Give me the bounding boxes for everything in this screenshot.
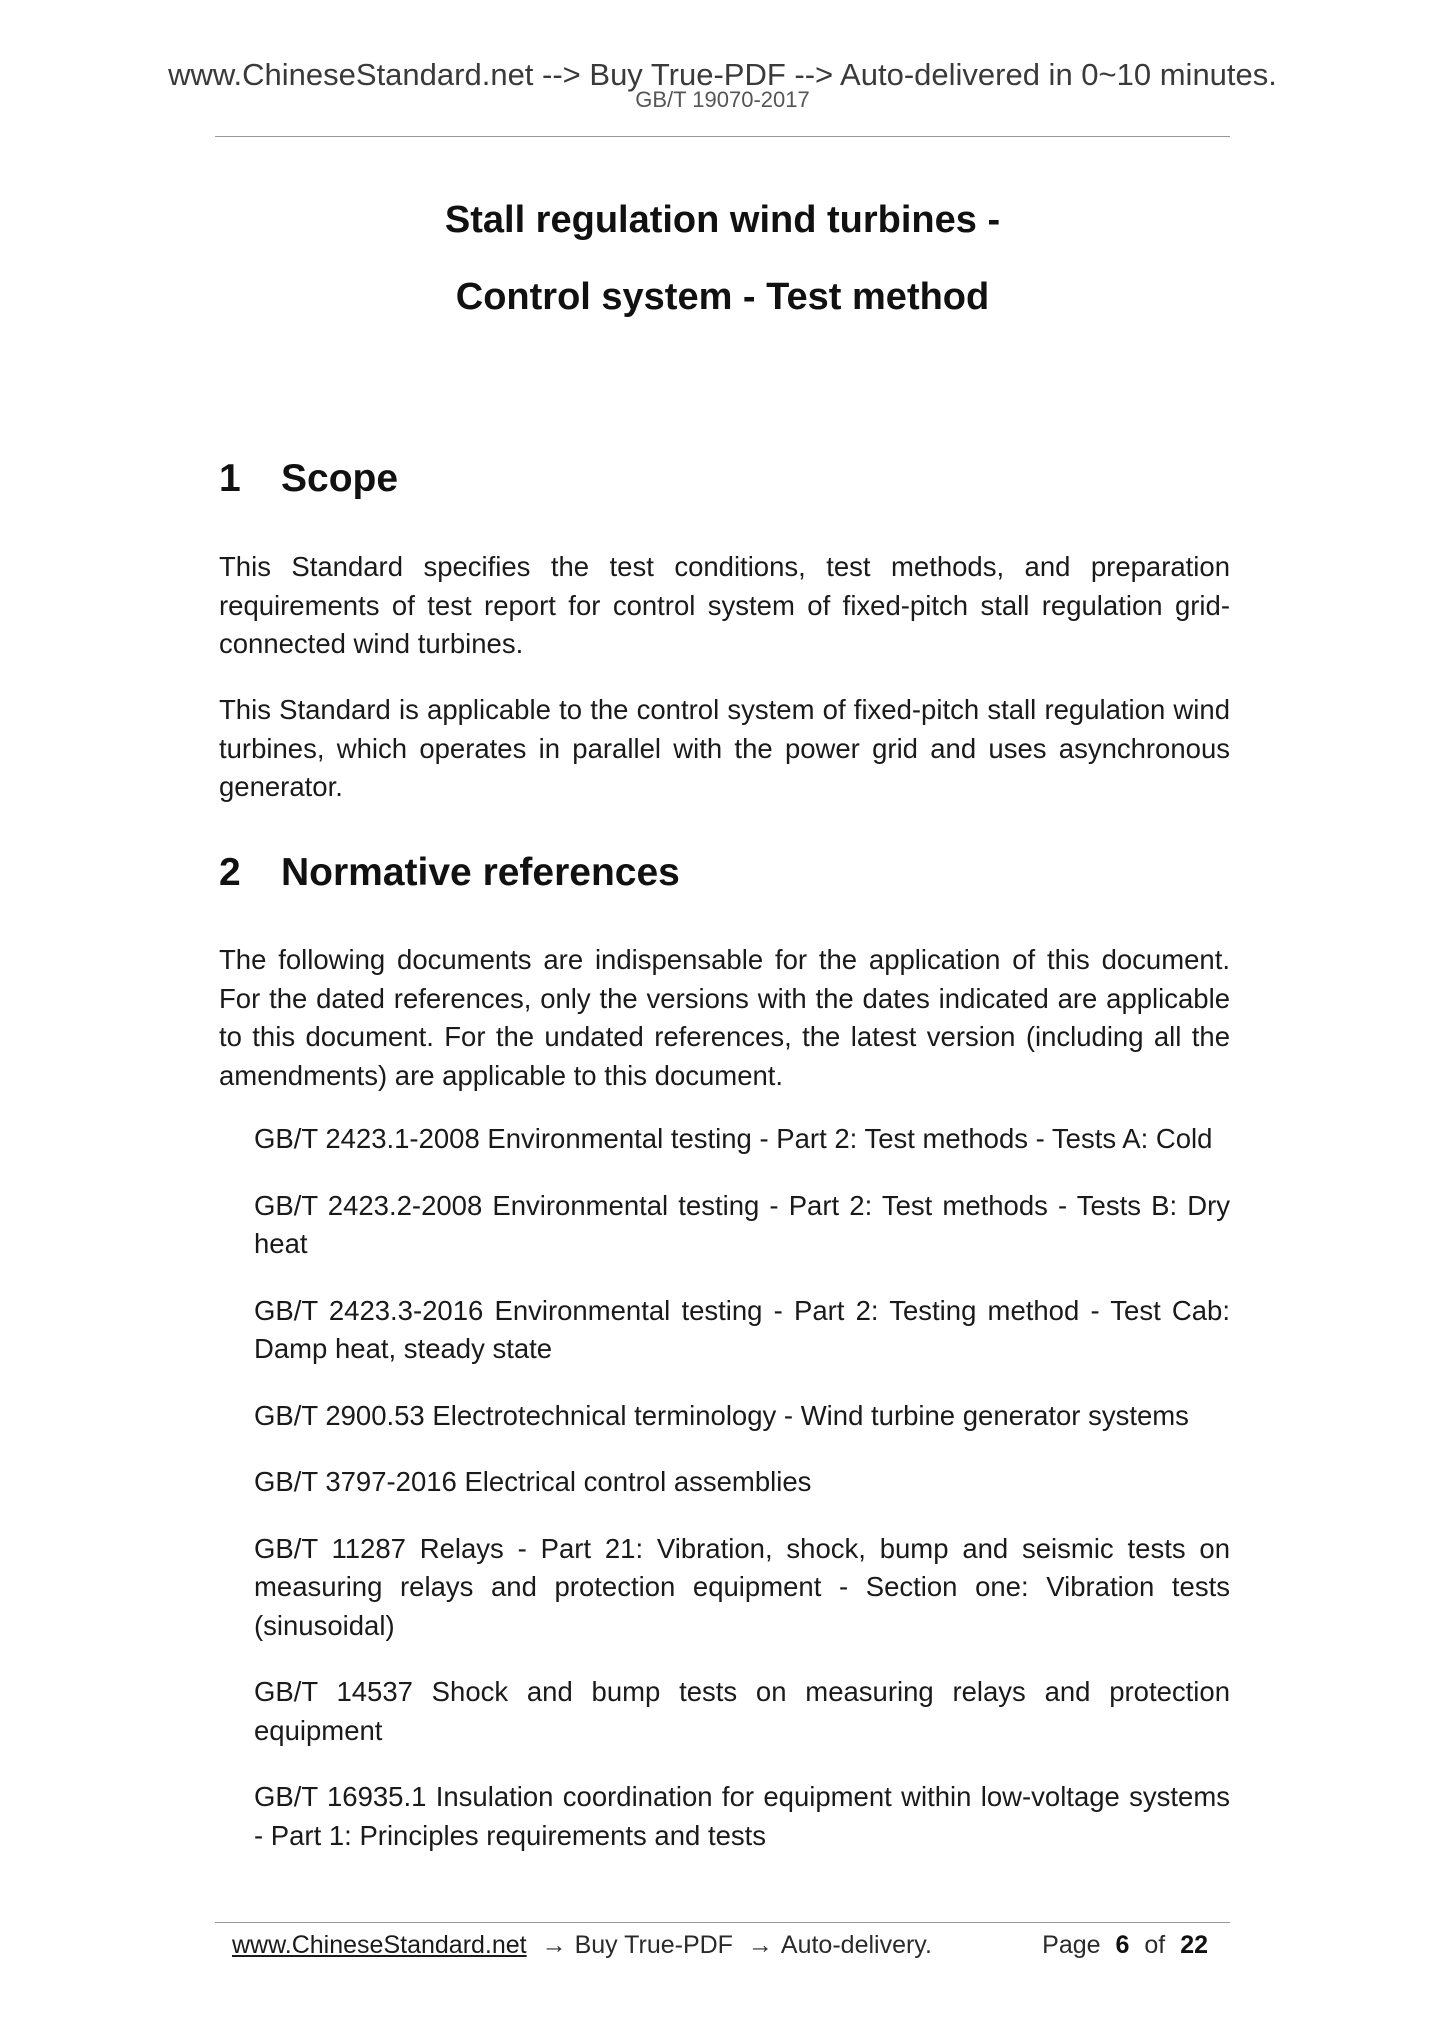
reference-item: GB/T 2423.3-2016 Environmental testing - Part 2: Testing method - Test Cab: Damp heat, steady state (254, 1294, 1230, 1364)
document-id: GB/T 19070-2017 (635, 87, 810, 112)
footer-delivery-text: Auto-delivery. (780, 1931, 932, 1959)
reference-item: GB/T 11287 Relays - Part 21: Vibration, shock, bump and seismic tests on measuring relays and protection equipment - Section one: Vibration tests (sinusoidal) (254, 1532, 1230, 1641)
section-1-heading (219, 457, 398, 501)
arrow-right-icon: → (541, 1931, 567, 1959)
reference-item: GB/T 2423.2-2008 Environmental testing - Part 2: Test methods - Tests B: Dry heat (254, 1189, 1230, 1259)
footer-buy-text: Buy True-PDF (574, 1931, 733, 1959)
reference-item: GB/T 16935.1 Insulation coordination for equipment within low-voltage systems - Part 1: Principles requirements and tests (254, 1781, 1230, 1851)
reference-item: GB/T 2423.1-2008 Environmental testing - Part 2: Test methods - Tests A: Cold (254, 1123, 1213, 1154)
total-pages: 22 (1180, 1931, 1208, 1959)
footer-divider (215, 1922, 1230, 1923)
section-2-number: 2 (219, 851, 241, 894)
reference-item: GB/T 3797-2016 Electrical control assemblies (254, 1466, 812, 1497)
scope-paragraph-1: This Standard specifies the test conditions, test methods, and preparation requirements of test report for control system of fixed-pitch stall regulation grid-connected wind turbines. (219, 551, 1230, 659)
reference-list (254, 1120, 1230, 1855)
section-2-heading (219, 851, 680, 895)
section-1-title: Scope (281, 457, 399, 500)
header-divider (215, 136, 1230, 137)
section-1-number: 1 (219, 457, 241, 500)
page-number (1042, 1930, 1216, 1960)
scope-paragraph-2: This Standard is applicable to the control system of fixed-pitch stall regulation wind turbines, which operates in parallel with the power grid and uses asynchronous generator. (219, 694, 1230, 802)
title-line-2: Control system - Test method (455, 276, 990, 318)
of-word: of (1144, 1931, 1166, 1959)
page-word: Page (1042, 1931, 1101, 1959)
title-line-1: Stall regulation wind turbines - (444, 199, 1001, 241)
current-page: 6 (1115, 1931, 1130, 1959)
reference-item: GB/T 2900.53 Electrotechnical terminology - Wind turbine generator systems (254, 1399, 1189, 1431)
arrow-right-icon: → (747, 1931, 773, 1959)
references-intro-paragraph: The following documents are indispensable for the application of this document. For the dated references, only the versions with the dates indicated are applicable to this document. For the undated references, the latest version (including all the amendments) are applicable to this document. (219, 944, 1230, 1091)
site-banner[interactable]: www.ChineseStandard.net --> Buy True-PDF --> Auto-delivered in 0~10 minutes. (168, 57, 1277, 92)
reference-item: GB/T 14537 Shock and bump tests on measuring relays and protection equipment (254, 1676, 1230, 1746)
footer-site-link[interactable]: www.ChineseStandard.net (232, 1931, 527, 1959)
section-2-title: Normative references (281, 851, 680, 894)
footer-left (232, 1930, 932, 1960)
